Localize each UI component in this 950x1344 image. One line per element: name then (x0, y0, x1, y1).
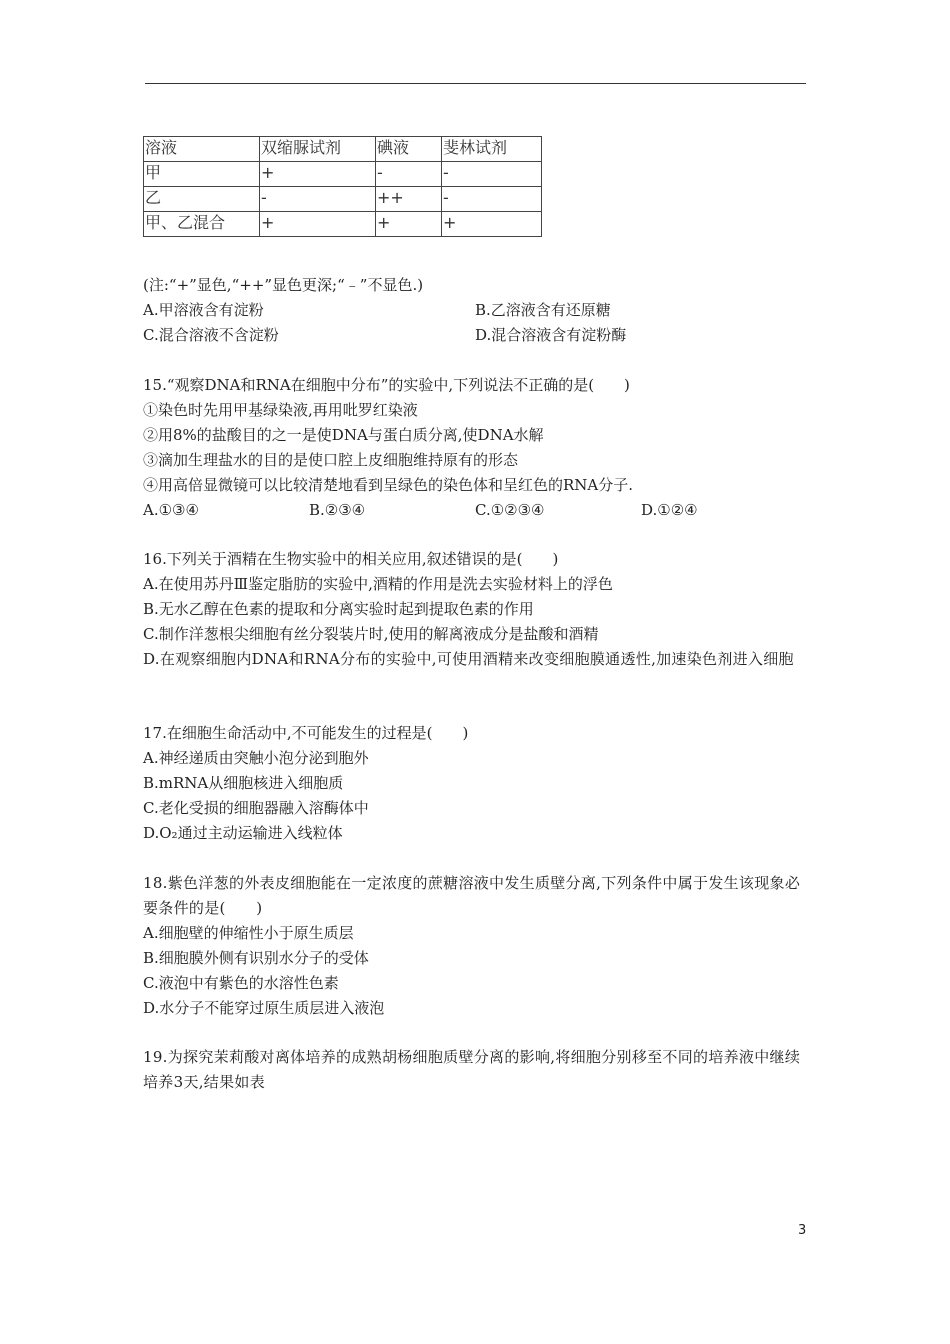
statement-item: ④用高倍显微镜可以比较清楚地看到呈绿色的染色体和呈红色的RNA分子. (143, 476, 634, 494)
question-stem: 15.“观察DNA和RNA在细胞中分布”的实验中,下列说法不正确的是( ) (143, 376, 630, 394)
question-16-block (143, 547, 808, 672)
table-row (144, 187, 542, 212)
option-a: A.在使用苏丹Ⅲ鉴定脂肪的实验中,酒精的作用是洗去实验材料上的浮色 (143, 575, 613, 593)
reagent-table (143, 136, 542, 237)
option-row (143, 498, 808, 523)
question-stem: 16.下列关于酒精在生物实验中的相关应用,叙述错误的是( ) (143, 550, 559, 568)
option-c: C.老化受损的细胞器融入溶酶体中 (143, 799, 369, 817)
option-row (143, 323, 808, 348)
option-d: D.①②④ (641, 501, 698, 519)
table-header-cell: 碘液 (376, 137, 442, 162)
table-row (144, 162, 542, 187)
table-cell: + (260, 162, 376, 187)
option-b: B.②③④ (309, 501, 366, 519)
question-15-block (143, 373, 808, 523)
option-a: A.①③④ (143, 501, 199, 519)
question-stem: 18.紫色洋葱的外表皮细胞能在一定浓度的蔗糖溶液中发生质壁分离,下列条件中属于发生该现象必要条件的是( ) (143, 874, 801, 917)
option-a: A.细胞壁的伸缩性小于原生质层 (143, 924, 354, 942)
option-c: C.液泡中有紫色的水溶性色素 (143, 974, 339, 992)
table-header-row (144, 137, 542, 162)
option-d: D.水分子不能穿过原生质层进入液泡 (143, 999, 385, 1017)
table-header-cell: 双缩脲试剂 (260, 137, 376, 162)
statement-item: ①染色时先用甲基绿染液,再用吡罗红染液 (143, 401, 418, 419)
statement-item: ③滴加生理盐水的目的是使口腔上皮细胞维持原有的形态 (143, 451, 519, 469)
option-b: B.mRNA从细胞核进入细胞质 (143, 774, 344, 792)
table-header-cell: 斐林试剂 (442, 137, 542, 162)
option-c: C.制作洋葱根尖细胞有丝分裂装片时,使用的解离液成分是盐酸和酒精 (143, 625, 599, 643)
question-14-block (143, 273, 808, 348)
page-number: 3 (798, 1223, 807, 1238)
question-stem: 19.为探究茉莉酸对离体培养的成熟胡杨细胞质壁分离的影响,将细胞分别移至不同的培养液中继续培养3天,结果如表 (143, 1048, 801, 1091)
table-cell: - (376, 162, 442, 187)
option-row (143, 298, 808, 323)
table-cell: 甲 (144, 162, 260, 187)
table-cell: + (442, 212, 542, 237)
table-row (144, 212, 542, 237)
table-cell: - (442, 162, 542, 187)
option-b: B.乙溶液含有还原糖 (475, 301, 611, 319)
header-rule (145, 83, 806, 84)
option-a: A.甲溶液含有淀粉 (143, 301, 264, 319)
option-a: A.神经递质由突触小泡分泌到胞外 (143, 749, 369, 767)
table-header-cell: 溶液 (144, 137, 260, 162)
option-c: C.混合溶液不含淀粉 (143, 326, 279, 344)
option-b: B.细胞膜外侧有识别水分子的受体 (143, 949, 369, 967)
option-b: B.无水乙醇在色素的提取和分离实验时起到提取色素的作用 (143, 600, 534, 618)
table-cell: 甲、乙混合 (144, 212, 260, 237)
option-d: D.在观察细胞内DNA和RNA分布的实验中,可使用酒精来改变细胞膜通透性,加速染色剂进入细胞 (143, 650, 794, 668)
table-cell: - (442, 187, 542, 212)
option-d: D.O₂通过主动运输进入线粒体 (143, 824, 343, 842)
question-18-block (143, 871, 808, 1021)
statement-item: ②用8%的盐酸目的之一是使DNA与蛋白质分离,使DNA水解 (143, 426, 544, 444)
question-19-block (143, 1045, 808, 1095)
question-17-block (143, 721, 808, 846)
option-d: D.混合溶液含有淀粉酶 (475, 326, 627, 344)
table-cell: + (376, 212, 442, 237)
table-note: (注:“+”显色,“++”显色更深;“﹣”不显色.) (143, 276, 424, 294)
option-c: C.①②③④ (475, 501, 545, 519)
table-cell: ++ (376, 187, 442, 212)
table-cell: 乙 (144, 187, 260, 212)
table-cell: + (260, 212, 376, 237)
question-stem: 17.在细胞生命活动中,不可能发生的过程是( ) (143, 724, 469, 742)
table-cell: - (260, 187, 376, 212)
